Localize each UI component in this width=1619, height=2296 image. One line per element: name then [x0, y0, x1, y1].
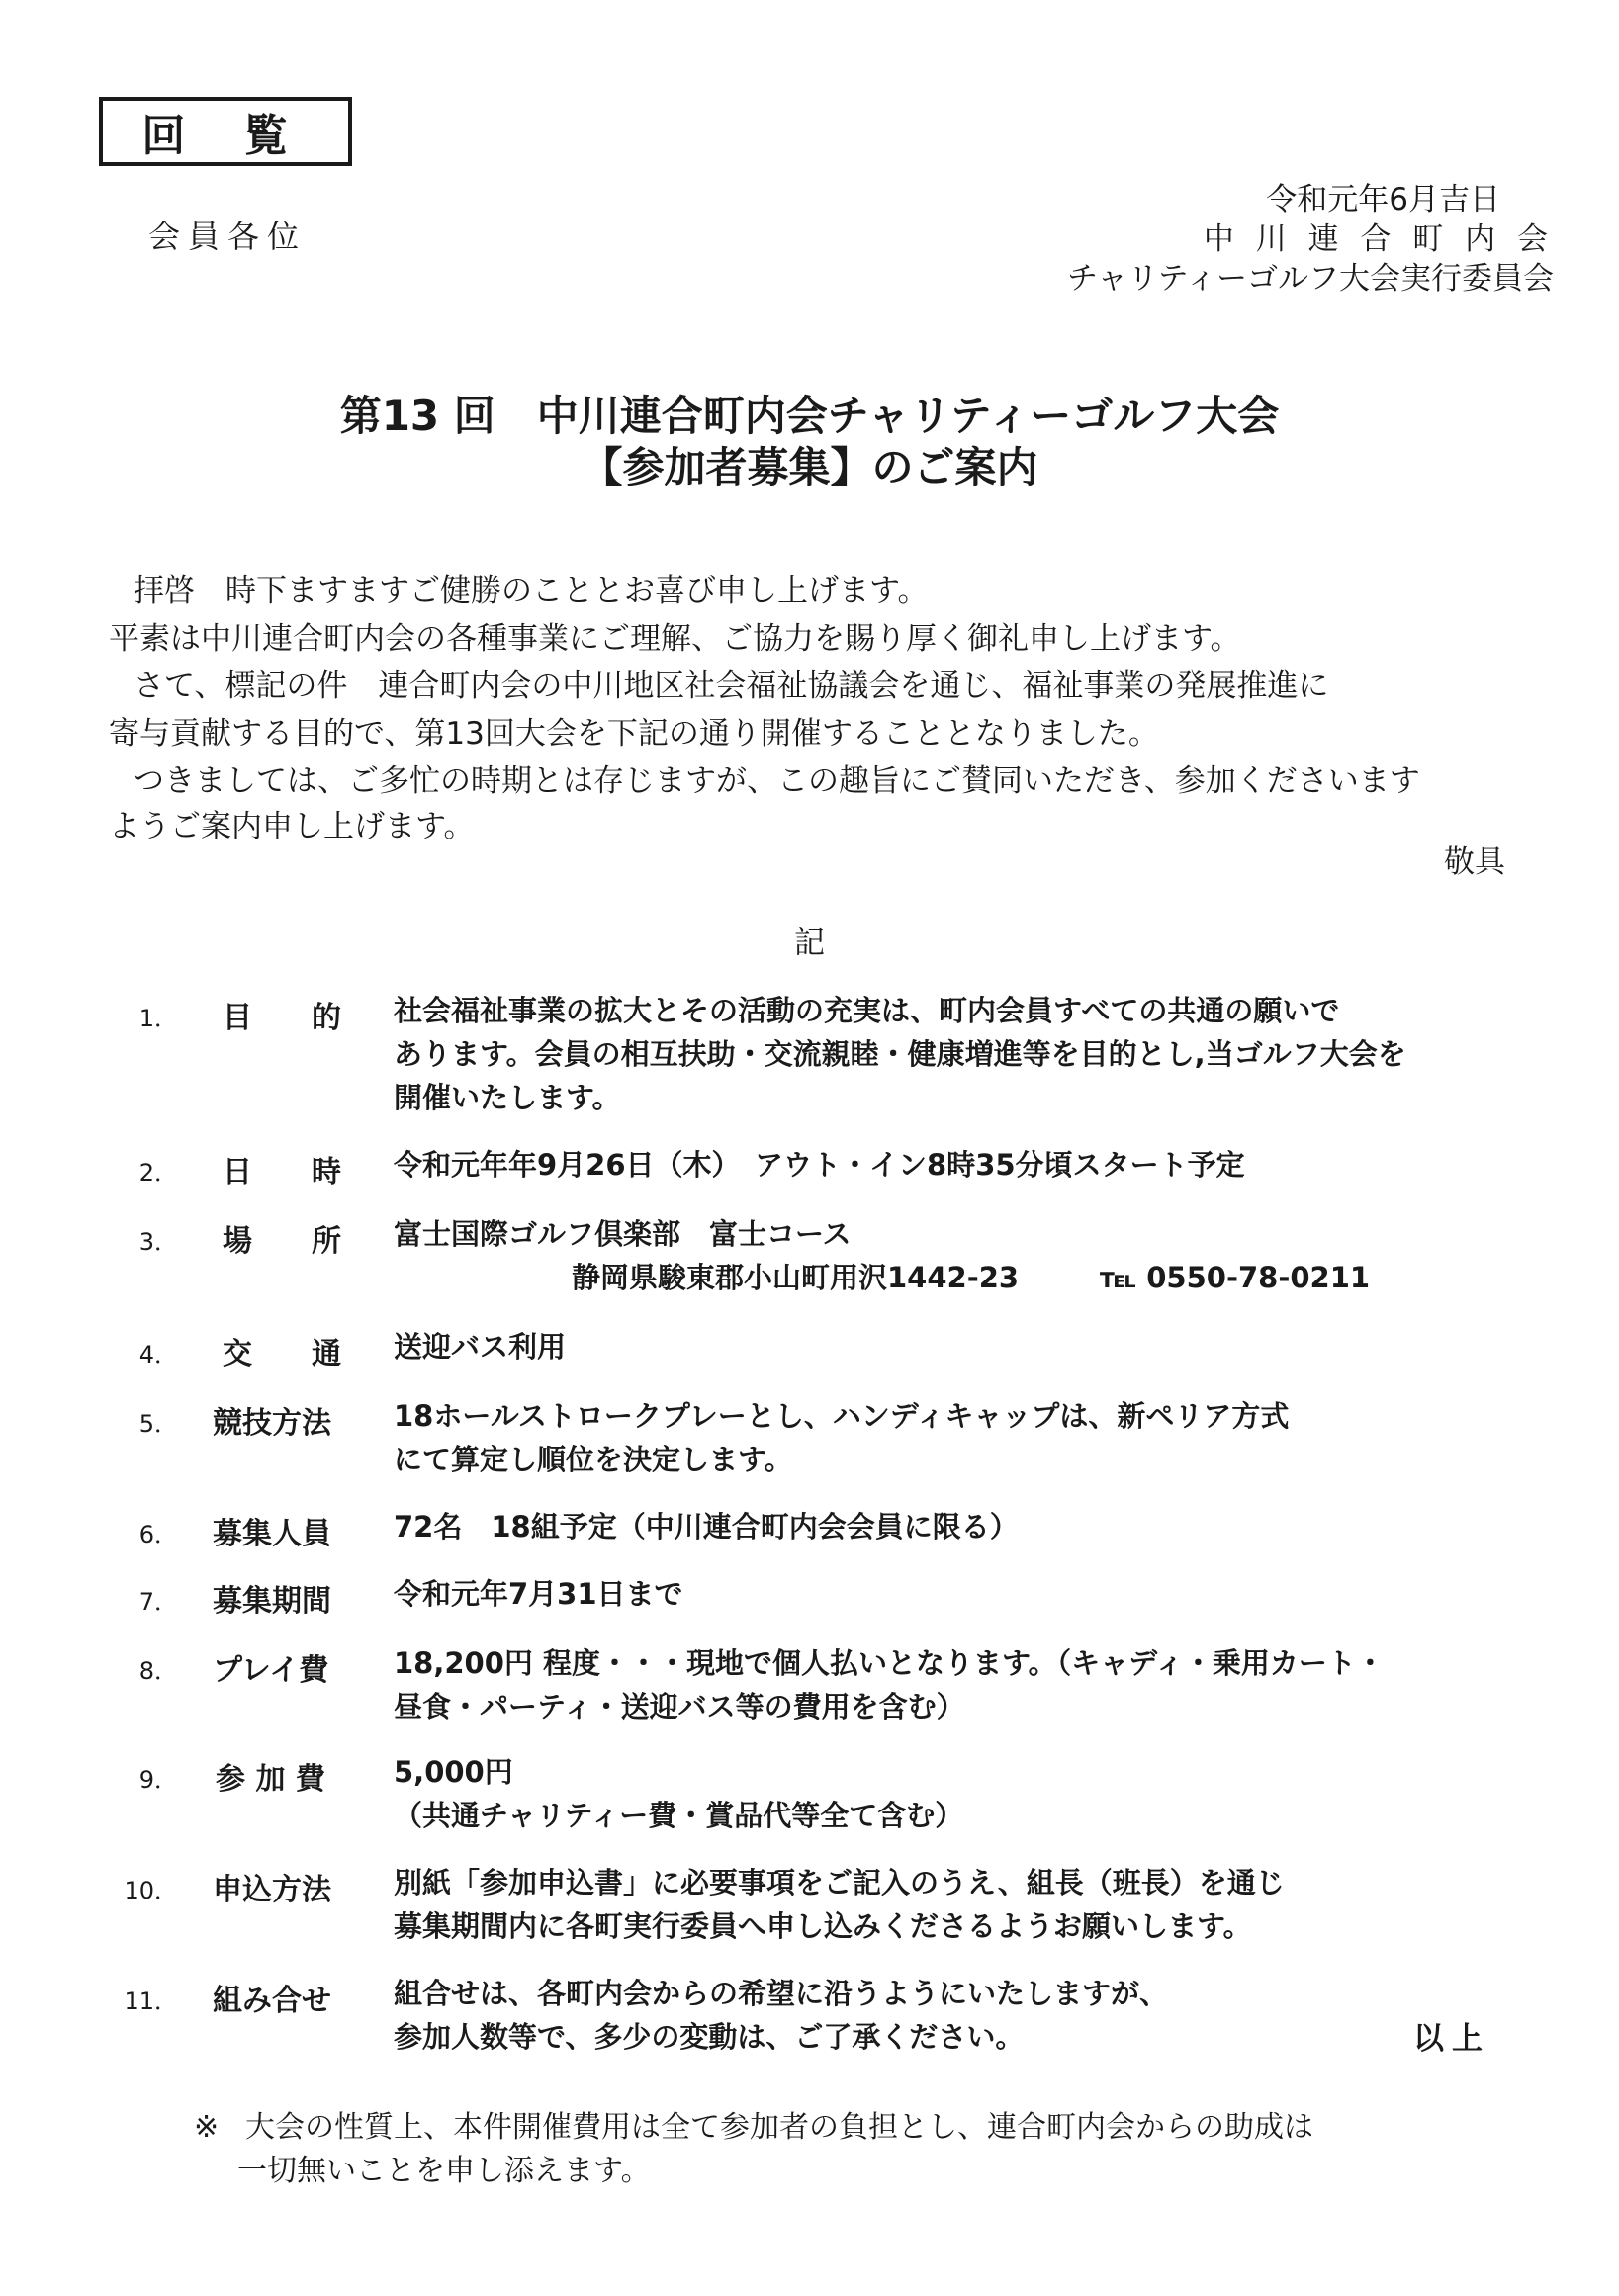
item-label: 場 所: [223, 1224, 341, 1259]
item-number: 5．: [138, 1410, 178, 1438]
footnote-mark: ※: [194, 2110, 220, 2145]
body-line: ようご案内申し上げます。: [109, 809, 475, 844]
footnote-line: 一切無いことを申し添えます。: [237, 2154, 651, 2188]
item-number: 7．: [138, 1588, 178, 1616]
item-label: 組み合せ: [213, 1984, 331, 2018]
item-text: 5,000円: [394, 1755, 513, 1789]
item-number: 6．: [138, 1521, 178, 1548]
item-text: 富士国際ゴルフ倶楽部 富士コース: [394, 1217, 852, 1251]
issue-date: 令和元年6月吉日: [1266, 182, 1500, 218]
item-label: 日 時: [223, 1155, 341, 1190]
body-line: さて、標記の件 連合町内会の中川地区社会福祉協議会を通じ、福祉事業の発展推進に: [134, 668, 1329, 704]
item-label: 目 的: [223, 1001, 341, 1035]
addressee: 会員各位: [148, 218, 308, 255]
item-text: 社会福祉事業の拡大とその活動の充実は、町内会員すべての共通の願いで: [394, 994, 1340, 1027]
item-text: にて算定し順位を決定します。: [394, 1443, 793, 1476]
sender-committee: チャリティーゴルフ大会実行委員会: [1067, 261, 1554, 297]
item-label: 交 通: [223, 1337, 341, 1371]
body-line: つきましては、ご多忙の時期とは存じますが、この趣旨にご賛同いただき、参加くださいます: [134, 763, 1420, 799]
item-text: 募集期間内に各町実行委員へ申し込みくださるようお願いします。: [394, 1909, 1252, 1943]
item-text: 18ホールストロークプレーとし、ハンディキャップは、新ペリア方式: [394, 1399, 1290, 1433]
circulation-label: 回 覧: [99, 97, 352, 166]
item-text: 組合せは、各町内会からの希望に沿うようにいたしますが、: [394, 1977, 1169, 2010]
greeting-line: 拝啓 時下ますますご健勝のこととお喜び申し上げます。: [134, 574, 929, 609]
item-text: 送迎バス利用: [394, 1330, 567, 1364]
item-label: 競技方法: [213, 1406, 331, 1441]
item-label: 募集期間: [213, 1584, 331, 1619]
item-text: 開催いたします。: [394, 1081, 621, 1114]
document-subtitle: 【参加者募集】のご案内: [581, 443, 1038, 491]
end-mark: 以上: [1413, 2021, 1490, 2057]
item-text: （共通チャリティー費・賞品代等全て含む）: [394, 1799, 964, 1832]
item-text: 令和元年7月31日まで: [394, 1577, 683, 1611]
item-number: 8．: [138, 1657, 178, 1685]
item-text: 別紙「参加申込書」に必要事項をご記入のうえ、組長（班長）を通じ: [394, 1866, 1285, 1899]
document-title: 第13 回 中川連合町内会チャリティーゴルフ大会: [339, 392, 1280, 440]
item-text: 18,200円 程度・・・現地で個人払いとなります。（キャディ・乗用カート・: [394, 1646, 1385, 1680]
item-text: 72名 18組予定（中川連合町内会会員に限る）: [394, 1510, 1019, 1544]
item-label: プレイ費: [213, 1653, 329, 1688]
closing-keigu: 敬具: [1444, 844, 1505, 880]
item-text: 参加人数等で、多少の変動は、ご了承ください。: [394, 2020, 1025, 2054]
item-text: 令和元年年9月26日（木） アウト・イン8時35分頃スタート予定: [394, 1148, 1245, 1182]
item-number: 3．: [138, 1228, 178, 1256]
item-number: 1．: [138, 1005, 178, 1032]
item-number: 2．: [138, 1159, 178, 1187]
body-line: 寄与貢献する目的で、第13回大会を下記の通り開催することとなりました。: [109, 716, 1159, 751]
sender-organization: 中 川 連 合 町 内 会: [1203, 221, 1554, 257]
item-number: 9．: [138, 1766, 178, 1794]
venue-phone: ℡ 0550-78-0211: [1100, 1261, 1371, 1294]
venue-address: 静岡県駿東郡小山町用沢1442-23: [572, 1261, 1020, 1294]
item-label: 申込方法: [213, 1873, 331, 1907]
ki-heading: 記: [794, 926, 825, 961]
item-text: 昼食・パーティ・送迎バス等の費用を含む）: [394, 1690, 965, 1723]
item-label: 参 加 費: [216, 1762, 325, 1797]
item-number: 10．: [124, 1877, 178, 1904]
item-label: 募集人員: [213, 1517, 331, 1551]
body-line: 平素は中川連合町内会の各種事業にご理解、ご協力を賜り厚く御礼申し上げます。: [109, 621, 1241, 657]
item-number: 4．: [138, 1341, 178, 1369]
item-number: 11．: [124, 1987, 178, 2015]
item-text: あります。会員の相互扶助・交流親睦・健康増進等を目的とし,当ゴルフ大会を: [394, 1037, 1406, 1071]
footnote-line: 大会の性質上、本件開催費用は全て参加者の負担とし、連合町内会からの助成は: [245, 2110, 1313, 2145]
